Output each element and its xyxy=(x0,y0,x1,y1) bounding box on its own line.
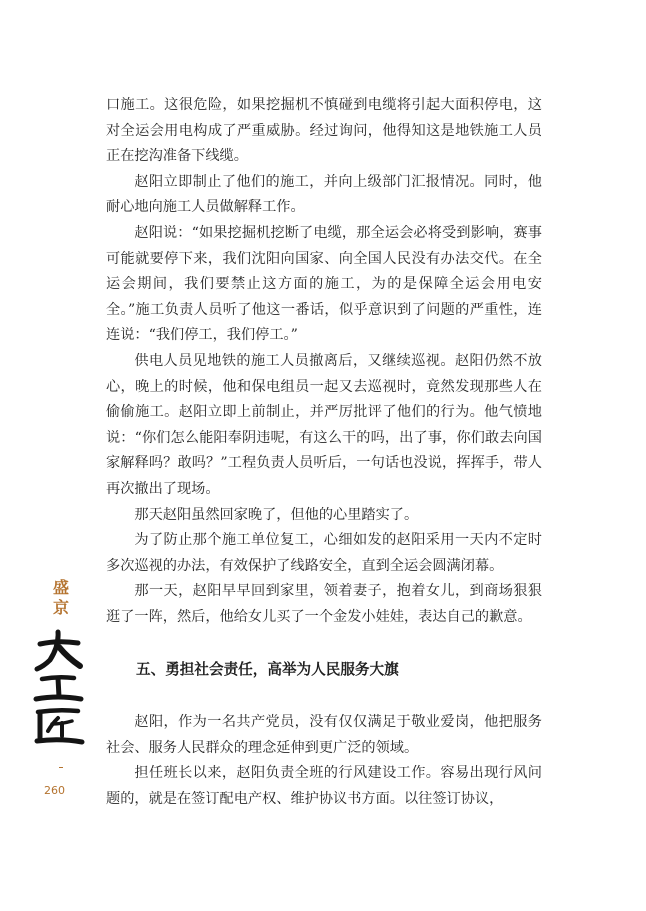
body-text xyxy=(106,93,542,812)
page-number-dash xyxy=(59,767,63,768)
paragraph: 赵阳说：“如果挖掘机挖断了电缆，那全运会必将受到影响，赛事可能就要停下来，我们沈阳向国家、向全国人民没有办法交代。在全运会期间，我们要禁止这方面的施工，为的是保障全运会用电安全。”施工负责人员听了他这一番话，似乎意识到了问题的严重性，连连说：“我们停工，我们停工。” xyxy=(106,224,542,344)
paragraph: 口施工。这很危险，如果挖掘机不慎碰到电缆将引起大面积停电，这对全运会用电构成了严重威胁。经过询问，他得知这是地铁施工人员正在挖沟准备下线缆。 xyxy=(106,97,542,165)
series-name: 盛京 xyxy=(52,578,69,617)
paragraph: 为了防止那个施工单位复工，心细如发的赵阳采用一天内不定时多次巡视的办法，有效保护了线路安全，直到全运会圆满闭幕。 xyxy=(106,532,542,574)
series-logo-calligraphy xyxy=(28,628,88,748)
calligraphy-char-da xyxy=(37,632,80,669)
paragraph: 赵阳，作为一名共产党员，没有仅仅满足于敬业爱岗，他把服务社会、服务人民群众的理念延伸到更广泛的领域。 xyxy=(106,714,542,756)
calligraphy-char-gong xyxy=(36,677,81,699)
paragraph: 担任班长以来，赵阳负责全班的行风建设工作。容易出现行风问题的，就是在签订配电产权、维护协议书方面。以往签订协议， xyxy=(106,765,542,807)
paragraph: 那天赵阳虽然回家晚了，但他的心里踏实了。 xyxy=(134,506,419,523)
page-number: 260 xyxy=(44,784,65,797)
calligraphy-char-jiang xyxy=(37,710,82,742)
paragraph: 那一天，赵阳早早回到家里，领着妻子，抱着女儿，到商场狠狠逛了一阵，然后，他给女儿买了一个金发小娃娃，表达自己的歉意。 xyxy=(106,583,542,625)
paragraph: 供电人员见地铁的施工人员撤离后，又继续巡视。赵阳仍然不放心，晚上的时候，他和保电组员一起又去巡视时，竟然发现那些人在偷偷施工。赵阳立即上前制止，并严厉批评了他们的行为。他气愤地说：“你们怎么能阳奉阴违呢，有这么干的吗，出了事，你们敢去向国家解释吗？敢吗？”工程负责人员听后，一句话也没说，挥挥手，带人再次撤出了现场。 xyxy=(106,352,542,497)
section-heading: 五、勇担社会责任，高举为人民服务大旗 xyxy=(136,661,399,679)
paragraph: 赵阳立即制止了他们的施工，并向上级部门汇报情况。同时，他耐心地向施工人员做解释工作。 xyxy=(106,173,542,216)
